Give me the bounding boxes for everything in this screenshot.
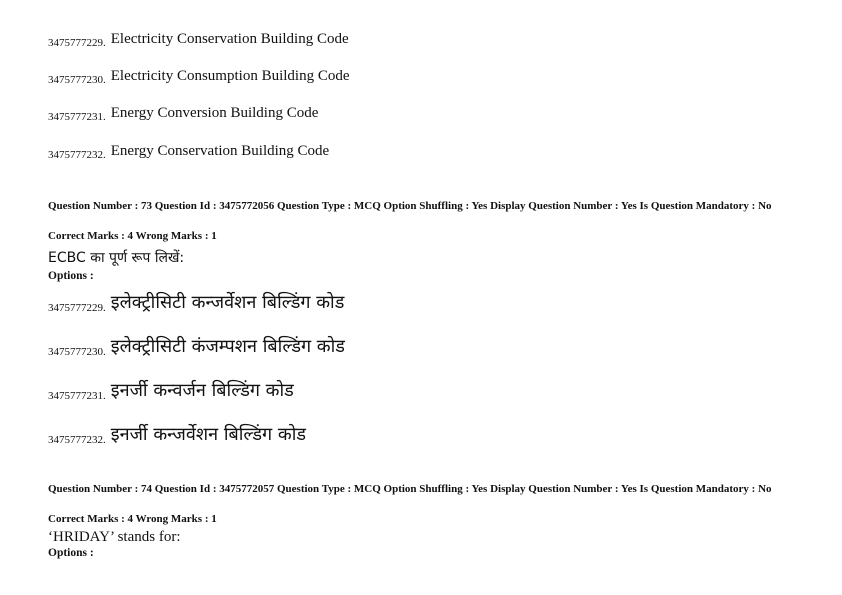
option-item — [48, 142, 329, 161]
option-id: 3475777230. — [48, 346, 106, 358]
option-id: 3475777229. — [48, 302, 106, 314]
option-item — [48, 67, 349, 86]
option-text: Electricity Consumption Building Code — [110, 68, 350, 84]
question-meta: Question Number : 74 Question Id : 3475772057 Question Type : MCQ Option Shuffling : Yes Display Question Number : Yes Is Question Mandatory : No — [48, 483, 772, 495]
options-label: Options : — [48, 270, 94, 282]
option-item — [48, 334, 345, 358]
question-text: ‘HRIDAY’ stands for: — [48, 529, 181, 545]
options-label: Options : — [48, 547, 94, 559]
option-id: 3475777230. — [48, 74, 106, 86]
option-text: इनर्जी कन्जर्वेशन बिल्डिंग कोड — [110, 424, 307, 445]
option-item — [48, 422, 306, 446]
option-item — [48, 30, 349, 49]
option-item — [48, 290, 344, 314]
option-item — [48, 104, 318, 123]
question-text: ECBC का पूर्ण रूप लिखें: — [48, 250, 185, 266]
question-marks: Correct Marks : 4 Wrong Marks : 1 — [48, 230, 217, 242]
option-text: Energy Conversion Building Code — [110, 105, 319, 121]
option-text: इलेक्ट्रीसिटी कन्जर्वेशन बिल्डिंग कोड — [110, 292, 345, 313]
option-text: Electricity Conservation Building Code — [110, 31, 349, 47]
question-meta: Question Number : 73 Question Id : 3475772056 Question Type : MCQ Option Shuffling : Yes Display Question Number : Yes Is Question Mandatory : No — [48, 200, 772, 212]
option-id: 3475777229. — [48, 37, 106, 49]
option-id: 3475777232. — [48, 149, 106, 161]
option-id: 3475777231. — [48, 390, 106, 402]
option-text: Energy Conservation Building Code — [110, 143, 330, 159]
option-text: इनर्जी कन्वर्जन बिल्डिंग कोड — [110, 380, 294, 401]
option-id: 3475777232. — [48, 434, 106, 446]
question-marks: Correct Marks : 4 Wrong Marks : 1 — [48, 513, 217, 525]
option-item — [48, 378, 294, 402]
option-id: 3475777231. — [48, 111, 106, 123]
option-text: इलेक्ट्रीसिटी कंजम्पशन बिल्डिंग कोड — [110, 336, 345, 357]
